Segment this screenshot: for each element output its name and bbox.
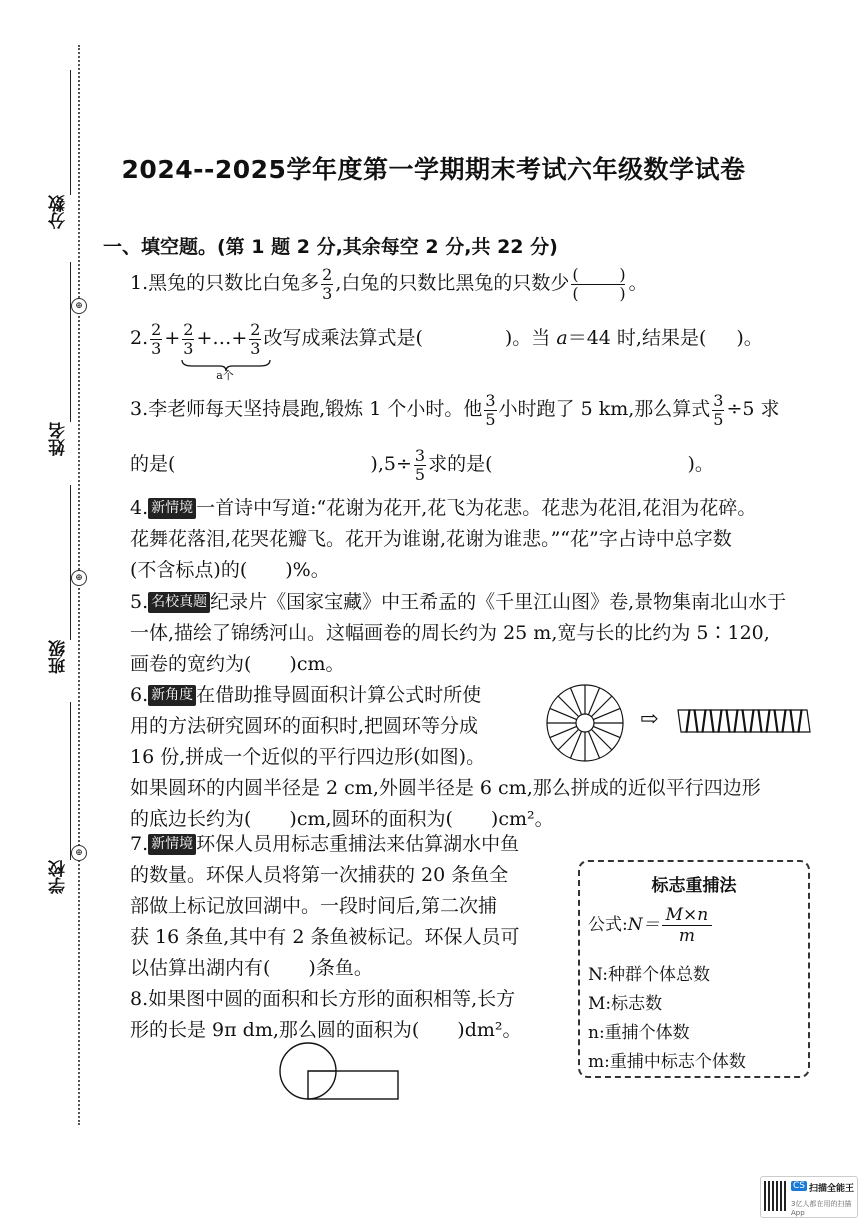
question-4: 4. 新情境 一首诗中写道:“花谢为花开,花飞为花悲。花悲为花泪,花泪为花碎。 [130, 497, 757, 519]
badge-title: 扫描全能王 [809, 1184, 855, 1194]
q5-number: 5. [130, 591, 149, 613]
q7-line-5: 以估算出湖内有( )条鱼。 [130, 957, 373, 979]
q7-line-3: 部做上标记放回湖中。一段时间后,第二次捕 [130, 895, 498, 917]
mark-recapture-info-box [578, 860, 810, 1078]
q1-text: 黑兔的只数比白兔多 [148, 272, 320, 294]
q8-line-2: 形的长是 9π dm,那么圆的面积为( )dm²。 [130, 1019, 522, 1041]
new-context-tag: 新情境 [148, 498, 196, 519]
q2-braced-group: $\frac{2}{3}$ +…+ $\frac{2}{3}$ a个 [180, 320, 263, 358]
parallelogram-strips-diagram [676, 706, 811, 736]
q4-number: 4. [130, 497, 149, 519]
q1-number: 1. [130, 272, 149, 294]
section-heading: 一、填空题。(第 1 题 2 分,其余每空 2 分,共 22 分) [103, 236, 558, 258]
q6-line-5: 的底边长约为( )cm,圆环的面积为( )cm²。 [130, 808, 554, 830]
new-context-tag: 新情境 [148, 834, 196, 855]
name-rule [70, 262, 71, 422]
transform-arrow-icon: ⇨ [640, 707, 659, 732]
class-label: 班级 [49, 640, 69, 674]
question-8: 8.如果图中圆的面积和长方形的面积相等,长方 [130, 988, 516, 1010]
box-title: 标志重捕法 [651, 876, 737, 896]
circle-rectangle-diagram [278, 1040, 403, 1102]
question-1: 1.黑兔的只数比白兔多 $\frac{2}{3}$ ,白兔的只数比黑兔的只数少 $\frac{( )}{( )}$ 。 [130, 264, 648, 303]
q7-line-4: 获 16 条鱼,其中有 2 条鱼被标记。环保人员可 [130, 926, 520, 948]
def-n: n:重捕个体数 [588, 1023, 690, 1043]
q4-line-3: (不含标点)的( )%。 [130, 559, 330, 581]
q6-line-4: 如果圆环的内圆半径是 2 cm,外圆半径是 6 cm,那么拼成的近似平行四边形 [130, 777, 761, 799]
q2-number: 2. [130, 327, 149, 349]
def-m: m:重捕中标志个体数 [588, 1052, 746, 1072]
q3-number: 3. [130, 398, 149, 420]
q7-number: 7. [130, 833, 149, 855]
q1-text-2: ,白兔的只数比黑兔的只数少 [335, 272, 570, 294]
q2-text: 改写成乘法算式是( [263, 327, 423, 349]
q5-line-2: 一体,描绘了锦绣河山。这幅画卷的周长约为 25 m,宽与长的比约为 5∶120, [130, 622, 770, 644]
score-label: 分数 [49, 195, 69, 229]
question-3-line-2: 的是( ),5÷ $\frac{3}{5}$ 求的是( )。 [130, 445, 714, 484]
q3-text: 李老师每天坚持晨跑,锻炼 1 个小时。他 [148, 398, 483, 420]
binding-hole-mark: ⊕ [71, 845, 87, 861]
question-5: 5. 名校真题 纪录片《国家宝藏》中王希孟的《千里江山图》卷,景物集南北山水于 [130, 591, 787, 613]
exam-title: 2024--2025学年度第一学期期末考试六年级数学试卷 [121, 155, 746, 184]
binding-hole-mark: ⊕ [71, 298, 87, 314]
q6-number: 6. [130, 684, 149, 706]
formula: 公式:N＝ $\frac{M\times n}{m}$ [588, 906, 714, 945]
question-3: 3.李老师每天坚持晨跑,锻炼 1 个小时。他 $\frac{3}{5}$ 小时跑了 5 km,那么算式 $\frac{3}{5}$ ÷5 求 [130, 390, 780, 429]
scanner-watermark [760, 1176, 858, 1218]
q5-line-3: 画卷的宽约为( )cm。 [130, 653, 345, 675]
q6-line-3: 16 份,拼成一个近似的平行四边形(如图)。 [130, 746, 486, 768]
question-2: 2. $\frac{2}{3}$ + $\frac{2}{3}$ +…+ $\frac{2}{3}$ a个 改写成乘法算式是( )。当 a＝44 时,结果是( )。 [130, 319, 763, 382]
q6-line-2: 用的方法研究圆环的面积时,把圆环等分成 [130, 715, 479, 737]
q1-fraction: $\frac{2}{3}$ [322, 264, 333, 303]
class-rule [70, 485, 71, 640]
qr-code-icon [764, 1181, 786, 1211]
q8-number: 8. [130, 988, 149, 1010]
q2-fraction: $\frac{2}{3}$ [151, 319, 162, 358]
badge-subtitle: 3亿人都在用的扫描App [791, 1200, 852, 1217]
binding-hole-mark: ⊕ [71, 570, 87, 586]
annulus-diagram [544, 682, 626, 764]
cs-logo-icon: CS [793, 1181, 805, 1191]
def-M: M:标志数 [588, 994, 663, 1014]
new-angle-tag: 新角度 [148, 685, 196, 706]
def-N: N:种群个体总数 [588, 965, 710, 985]
school-rule [70, 702, 71, 860]
q1-answer-blank[interactable]: $\frac{( )}{( )}$ [572, 264, 626, 303]
question-6: 6. 新角度 在借助推导圆面积计算公式时所使 [130, 684, 482, 706]
q4-line-2: 花舞花落泪,花哭花瓣飞。花开为谁谢,花谢为谁悲。”“花”字占诗中总字数 [130, 528, 732, 550]
school-label: 学校 [49, 860, 69, 894]
name-label: 姓名 [49, 422, 69, 456]
question-7: 7. 新情境 环保人员用标志重捕法来估算湖水中鱼 [130, 833, 520, 855]
famous-school-tag: 名校真题 [148, 592, 210, 613]
brace-label: a个 [216, 369, 234, 382]
q7-line-2: 的数量。环保人员将第一次捕获的 20 条鱼全 [130, 864, 509, 886]
